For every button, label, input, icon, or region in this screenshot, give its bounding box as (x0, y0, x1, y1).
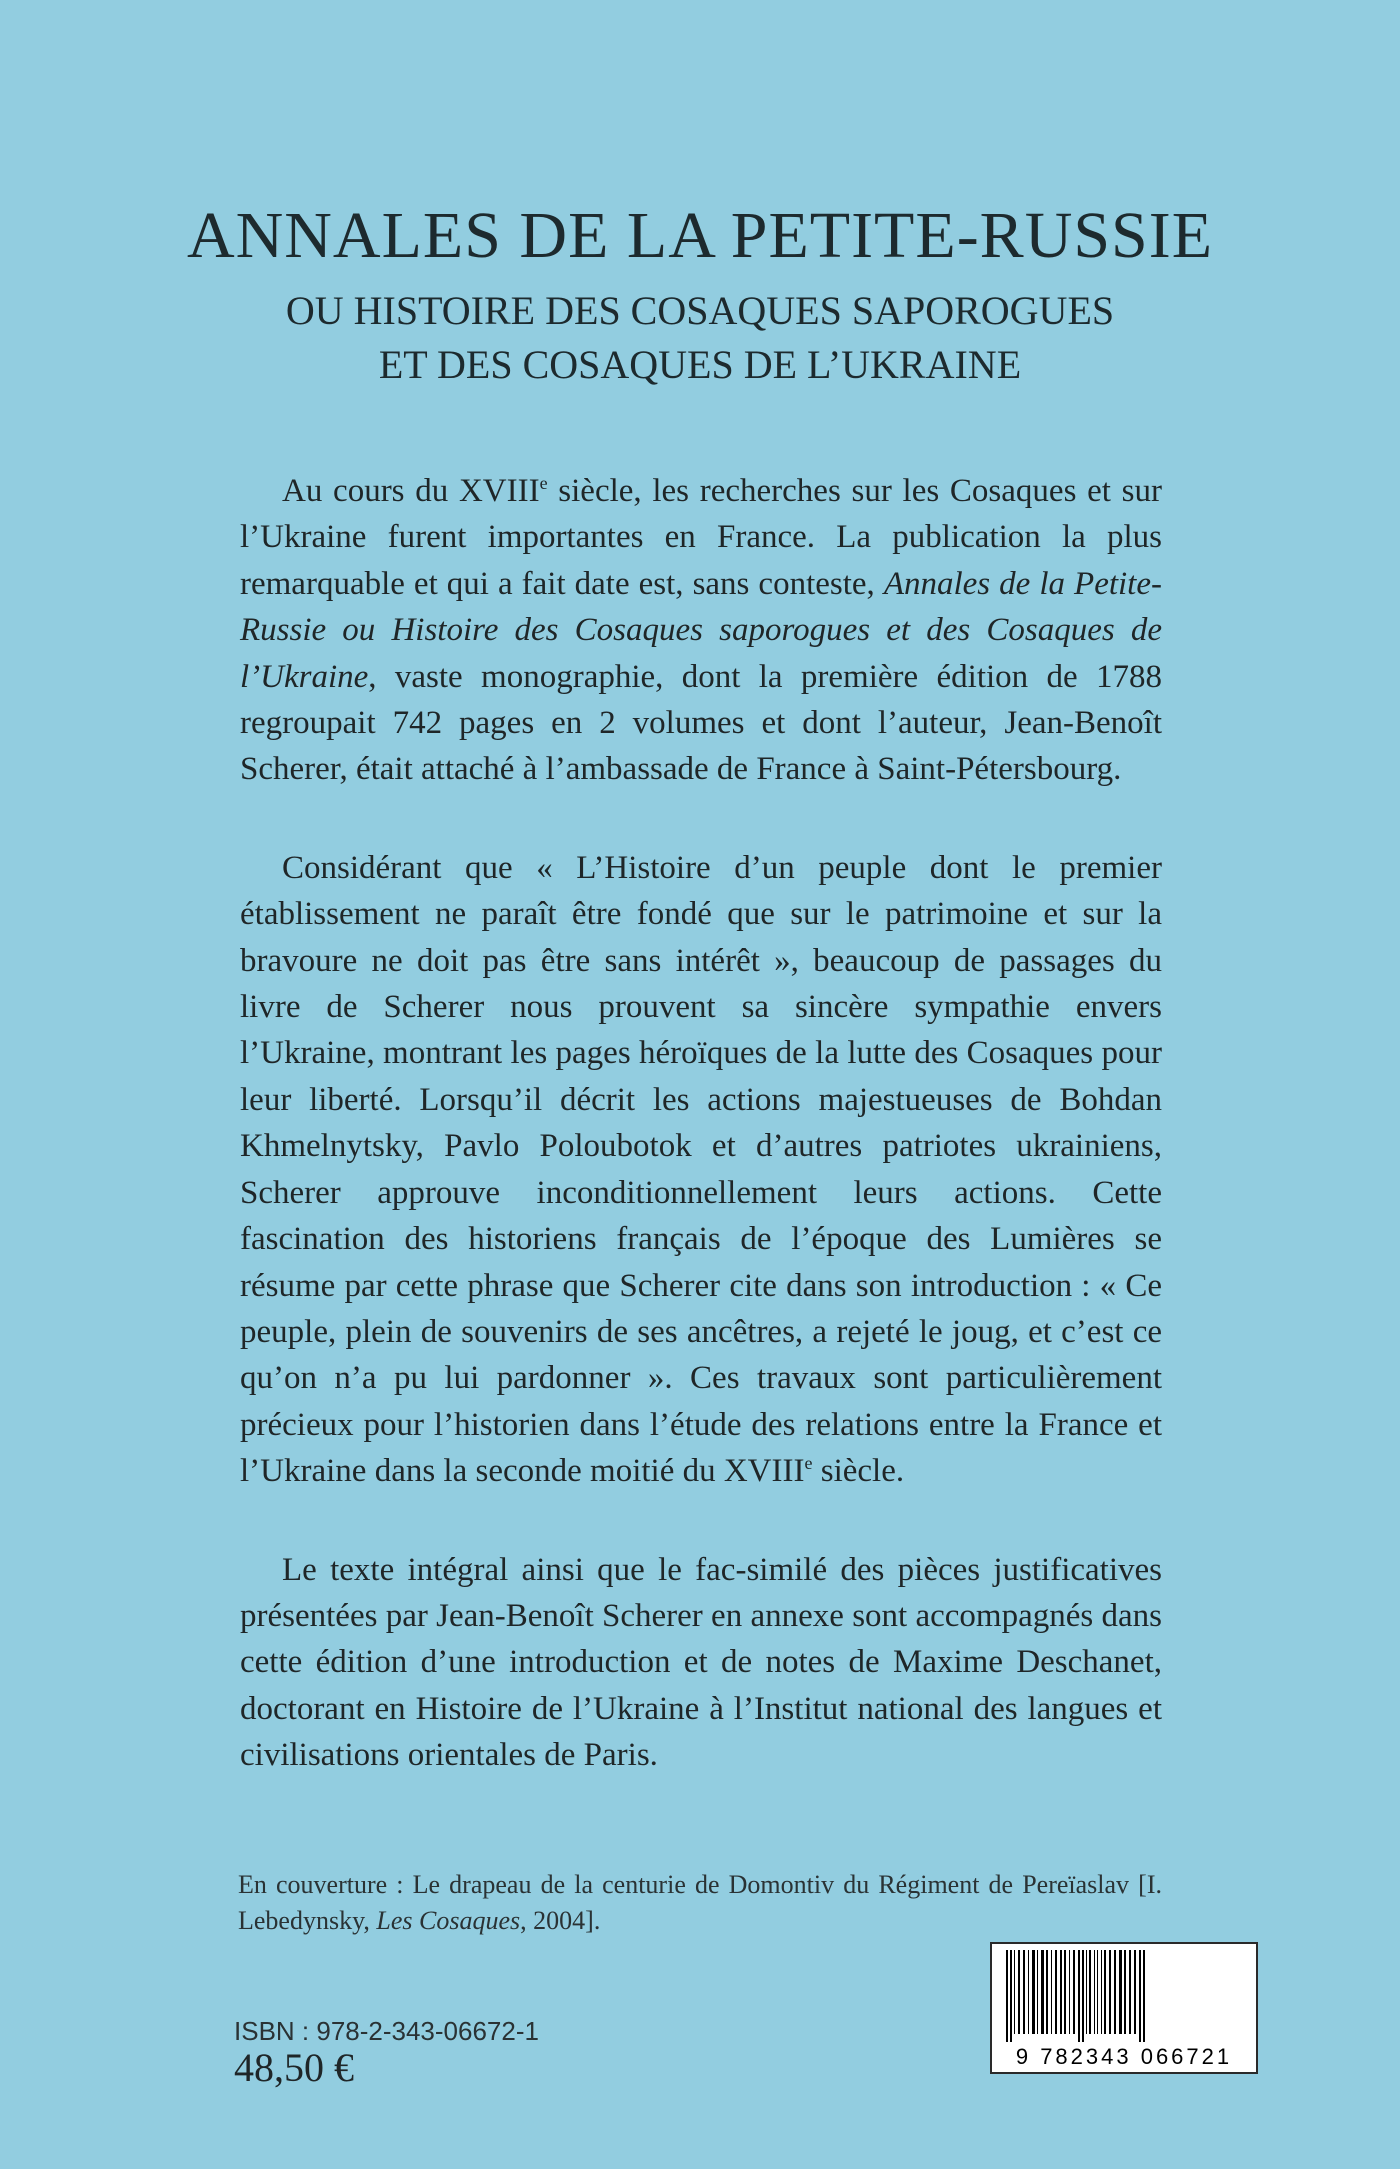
blurb-paragraph-3: Le texte intégral ainsi que le fac-similé des pièces justificatives présentées par Jean-Benoît Scherer en annexe sont accompagnés dans cette édition d’une introduction et de notes de Maxime Deschanet, doctorant en Histoire de l’Ukraine à l’Institut national des langues et civilisations orientales de Paris. (240, 1551, 1162, 1774)
p1-text-a: Au cours du XVIII (282, 473, 540, 509)
cover-credit-note (238, 1867, 1162, 1939)
barcode-bar (1094, 1950, 1095, 2034)
barcode-bar (1109, 1950, 1111, 2034)
barcode-bar (1124, 1950, 1126, 2034)
p1-text-c: , vaste monographie, dont la première édition de 1788 regroupait 742 pages en 2 volumes et dont l’auteur, Jean-Benoît Scherer, était attaché à l’ambassade de France à Saint-Pétersbourg. (240, 658, 1162, 788)
credit-italic: Les Cosaques (376, 1906, 521, 1935)
barcode-bar (1097, 1950, 1098, 2034)
barcode-bar (1032, 1950, 1035, 2034)
subtitle-line-2: ET DES COSAQUES DE L’UKRAINE (378, 342, 1022, 387)
barcode-bar (1129, 1950, 1131, 2034)
p2-text-b: siècle. (812, 1453, 905, 1490)
book-subtitle (0, 284, 1400, 392)
barcode-bar (1086, 1950, 1087, 2034)
barcode-bar (1010, 1950, 1012, 2042)
isbn-label: ISBN : 978-2-343-06672-1 (234, 2016, 539, 2046)
blurb-paragraph-2 (240, 845, 1162, 1495)
barcode-bar (1143, 1950, 1145, 2042)
subtitle-line-1: OU HISTOIRE DES COSAQUES SAPOROGUES (285, 288, 1115, 333)
barcode-bar (1014, 1950, 1015, 2034)
p2-text-a: Considérant que « L’Histoire d’un peuple dont le premier établissement ne paraît être fondé que sur le patrimoine et sur la bravoure ne doit pas être sans intérêt », beaucoup de passages du livre de Scherer nous prouvent sa sincère sympathie envers l’Ukraine, montrant les pages héroïques de la lutte des Cosaques pour leur liberté. Lorsqu’il décrit les actions majestueuses de Bohdan Khmelnytsky, Pavlo Poloubotok et d’autres patriotes ukrainiens, Scherer approuve inconditionnellement leurs actions. Cette fascination des historiens français de l’époque des Lumières se résume par cette phrase que Scherer cite dans son introduction : « Ce peuple, plein de souvenirs de ses ancêtres, a rejeté le joug, et c’est ce qu’on n’a pu lui pardonner ». Ces travaux sont particulièrement précieux pour l’historien dans l’étude des relations entre la France et l’Ukraine dans la seconde moitié du XVIII (240, 849, 1162, 1490)
barcode-bar (1006, 1950, 1008, 2042)
barcode-bar (1023, 1950, 1025, 2034)
barcode-bar (1055, 1950, 1057, 2034)
barcode-bar (1119, 1950, 1122, 2034)
barcode-bar (1069, 1950, 1070, 2034)
barcode-bar (1060, 1950, 1062, 2034)
p1-text-b: siècle, les recherches sur les Cosaques et sur l’Ukraine furent importantes en France. La publication la plus remarquable et qui a fait date est, sans conteste, (240, 473, 1162, 602)
barcode-bar (1139, 1950, 1141, 2042)
barcode-bar (1078, 1950, 1080, 2042)
barcode-bar (1082, 1950, 1084, 2042)
p1-book-title-italic: Annales de la Petite-Russie ou Histoire des Cosaques saporogues et des Cosaques de l’Ukraine (240, 565, 1162, 695)
price-label: 48,50 € (234, 2045, 354, 2090)
barcode-bar (1104, 1950, 1106, 2034)
barcode-bar (1064, 1950, 1066, 2034)
barcode (990, 1942, 1258, 2074)
barcode-bar (1073, 1950, 1075, 2034)
credit-text-b: , 2004]. (520, 1906, 601, 1935)
blurb-text (240, 468, 1162, 1831)
barcode-bar (1046, 1950, 1048, 2034)
barcode-digits: 9 782343 066721 (1015, 2044, 1233, 2069)
barcode-bar (1134, 1950, 1136, 2034)
barcode-bars (1002, 1950, 1246, 2042)
barcode-bar (1089, 1950, 1091, 2034)
credit-text-a: En couverture : Le drapeau de la centurie de Domontiv du Régiment de Pereïaslav [I. Lebedynsky, (238, 1870, 1162, 1935)
barcode-bar (1028, 1950, 1029, 2034)
p2-superscript: e (804, 1453, 813, 1474)
barcode-bar (1041, 1950, 1044, 2034)
barcode-bar (1037, 1950, 1038, 2034)
p1-superscript: e (539, 473, 548, 493)
blurb-paragraph-1 (240, 468, 1162, 793)
barcode-bar (1101, 1950, 1102, 2034)
barcode-bar (1018, 1950, 1020, 2034)
barcode-bar (1051, 1950, 1052, 2034)
book-title: ANNALES DE LA PETITE-RUSSIE (186, 199, 1214, 272)
barcode-bar (1114, 1950, 1116, 2034)
